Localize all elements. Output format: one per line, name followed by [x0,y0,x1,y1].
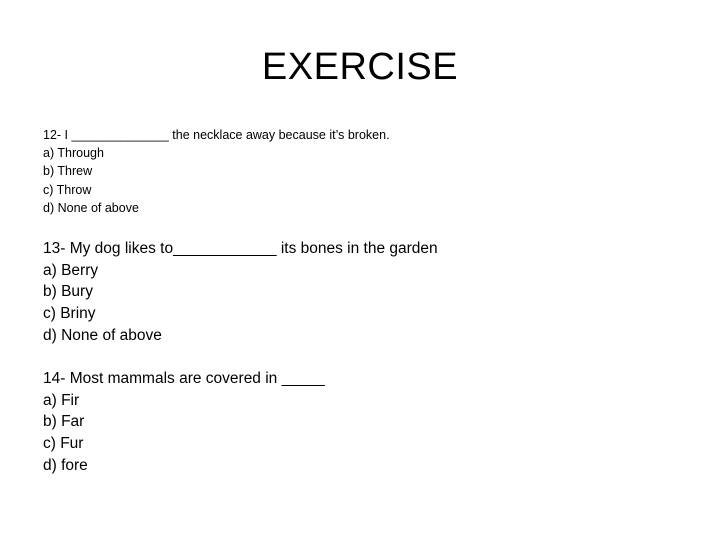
question-13-prompt: 13- My dog likes to____________ its bones in the garden [43,240,438,257]
question-12-prompt: 12- I ______________ the necklace away because it’s broken. [43,128,390,142]
question-13-option-a: a) Berry [43,261,99,279]
question-14 [43,368,325,477]
question-12-option-b: b) Threw [43,164,93,179]
question-12-option-a: a) Through [43,146,104,161]
slide-title: EXERCISE [261,46,459,88]
question-13-option-b: b) Bury [43,283,93,301]
question-13 [43,238,438,347]
question-14-option-b: b) Far [43,413,85,431]
question-12-option-c: c) Throw [43,182,92,197]
question-12-option-d: d) None of above [43,200,139,215]
question-14-prompt: 14- Most mammals are covered in _____ [43,370,325,387]
question-13-option-d: d) None of above [43,326,162,344]
question-13-option-c: c) Briny [43,305,96,323]
question-14-option-c: c) Fur [43,435,84,453]
question-14-option-d: d) fore [43,456,88,474]
question-14-option-a: a) Fir [43,391,80,409]
question-12 [43,126,390,217]
